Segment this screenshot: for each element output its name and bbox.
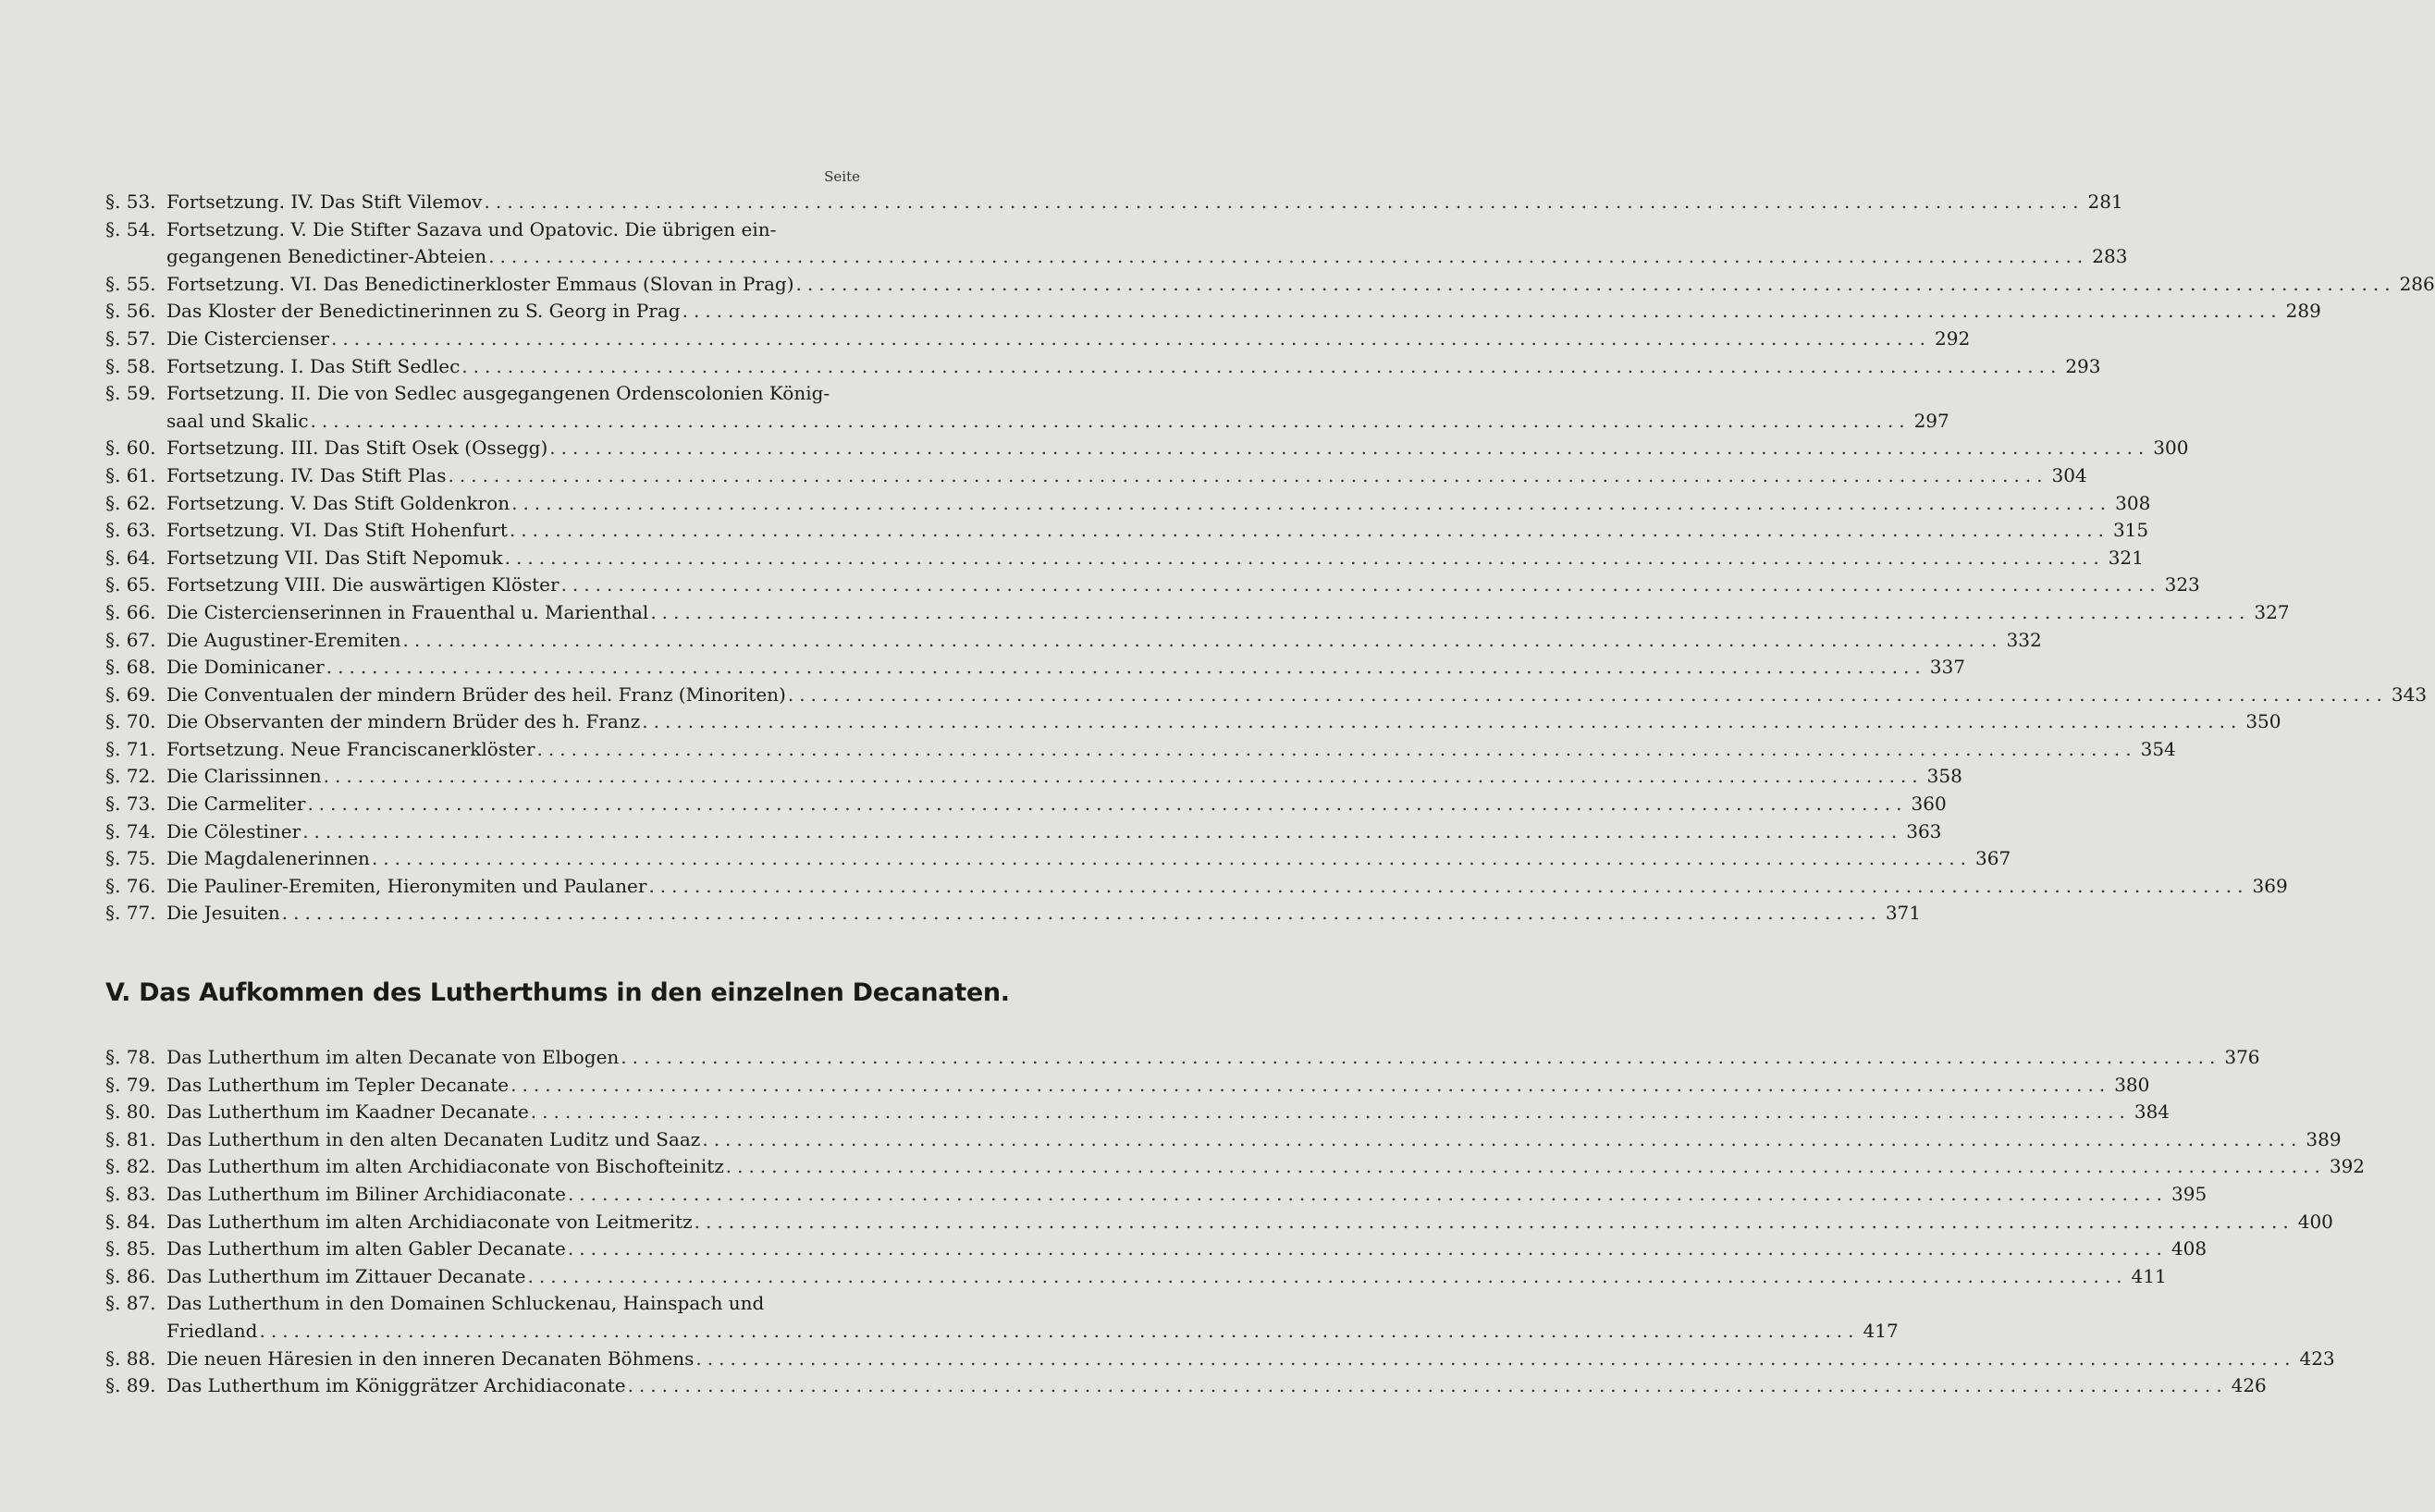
- entry-text: [166, 380, 1949, 435]
- dot-leader: ............................................................................................................................................: [509, 519, 2109, 542]
- dot-leader: ............................................................................................................................................: [795, 272, 2396, 295]
- toc-entry: [105, 1072, 2150, 1100]
- entry-title-line: [166, 708, 2281, 736]
- entry-text: [166, 1209, 2333, 1236]
- entry-title-line: [166, 353, 2101, 381]
- section-number: §. 69.: [105, 682, 156, 706]
- entry-title: Die Cölestiner: [166, 819, 301, 842]
- page-number: 289: [2285, 300, 2321, 323]
- entry-title: Die Cistercienserinnen in Frauenthal u. Marienthal: [166, 600, 649, 623]
- page-number: 367: [1975, 847, 2011, 870]
- entry-title-line: [166, 243, 2128, 271]
- page-number: 354: [2140, 737, 2176, 760]
- toc-entry: [105, 1209, 2333, 1236]
- toc-entry: [105, 298, 2321, 326]
- entry-text: [166, 1099, 2171, 1126]
- section-number: §. 76.: [105, 874, 156, 897]
- toc-list-part-v: [105, 1044, 2366, 1400]
- section-number: §. 70.: [105, 710, 156, 733]
- dot-leader: ............................................................................................................................................: [527, 1264, 2128, 1287]
- page-number: 350: [2245, 710, 2281, 733]
- entry-title: Die Conventualen der mindern Brüder des heil. Franz (Minoriten): [166, 682, 786, 706]
- entry-title-line: [166, 1044, 2260, 1072]
- entry-text: [166, 900, 1922, 928]
- entry-title: Die Pauliner-Eremiten, Hieronymiten und Paulaner: [166, 874, 647, 897]
- entry-text: [166, 189, 2123, 216]
- entry-title-line: [166, 545, 2144, 572]
- toc-entry: [105, 462, 2087, 490]
- section-number: §. 80.: [105, 1100, 156, 1124]
- toc-entry: [105, 216, 2128, 271]
- dot-leader: ............................................................................................................................................: [281, 902, 1882, 925]
- entry-title: Das Lutherthum im Tepler Decanate: [166, 1073, 510, 1096]
- toc-entry: [105, 791, 1947, 818]
- section-number: §. 68.: [105, 656, 156, 679]
- entry-title-line: [166, 1153, 2366, 1181]
- page-number: 323: [2164, 573, 2200, 596]
- entry-text: [166, 708, 2281, 736]
- dot-leader: ............................................................................................................................................: [402, 628, 2003, 651]
- section-number: §. 89.: [105, 1374, 156, 1397]
- page-number: 283: [2092, 245, 2128, 268]
- page-number: 358: [1926, 765, 1962, 788]
- dot-leader: ............................................................................................................................................: [323, 765, 1924, 788]
- section-number: §. 77.: [105, 902, 156, 925]
- entry-title-line: [166, 873, 2288, 901]
- entry-title: Das Lutherthum im alten Archidiaconate von Bischofteinitz: [166, 1155, 724, 1178]
- section-number: §. 86.: [105, 1264, 156, 1287]
- page-number: 423: [2299, 1346, 2335, 1370]
- toc-entry: [105, 654, 1965, 682]
- section-number: §. 85.: [105, 1237, 156, 1260]
- toc-entry: [105, 490, 2151, 518]
- dot-leader: ............................................................................................................................................: [567, 1237, 2168, 1260]
- toc-entry: [105, 326, 1971, 353]
- entry-text: [166, 353, 2101, 381]
- entry-title-line: [166, 408, 1949, 436]
- dot-leader: ............................................................................................................................................: [682, 300, 2282, 323]
- entry-text: [166, 627, 2042, 655]
- page-number: 332: [2006, 628, 2042, 651]
- entry-title-line: [166, 1072, 2150, 1100]
- dot-leader: ............................................................................................................................................: [627, 1374, 2228, 1397]
- entry-title-line: [166, 627, 2042, 655]
- dot-leader: ............................................................................................................................................: [549, 436, 2150, 460]
- dot-leader: ............................................................................................................................................: [461, 354, 2062, 377]
- section-heading: V. Das Aufkommen des Lutherthums in den einzelnen Decanaten.: [105, 978, 1010, 1007]
- entry-text: [166, 1044, 2260, 1072]
- entry-title: Die Carmeliter: [166, 793, 306, 816]
- entry-title-line: [166, 517, 2149, 545]
- section-number: §. 65.: [105, 573, 156, 596]
- dot-leader: ............................................................................................................................................: [787, 682, 2388, 706]
- entry-title: Fortsetzung. III. Das Stift Osek (Ossegg): [166, 436, 548, 460]
- entry-text: [166, 1126, 2342, 1154]
- toc-entry: [105, 873, 2288, 901]
- entry-title-line: [166, 326, 1971, 353]
- section-number: §. 71.: [105, 737, 156, 760]
- entry-title-line: [166, 1235, 2207, 1263]
- entry-title: Fortsetzung. Neue Franciscanerklöster: [166, 737, 535, 760]
- entry-title-line: [166, 462, 2087, 490]
- section-number: §. 62.: [105, 491, 156, 514]
- toc-entry: [105, 1044, 2260, 1072]
- entry-title-line: [166, 1263, 2167, 1291]
- page-number: 400: [2297, 1210, 2333, 1233]
- entry-title-line: [166, 682, 2428, 709]
- section-number: §. 53.: [105, 191, 156, 213]
- toc-entry: [105, 708, 2281, 736]
- dot-leader: ............................................................................................................................................: [695, 1346, 2296, 1370]
- page-number: 426: [2231, 1374, 2267, 1397]
- dot-leader: ............................................................................................................................................: [371, 847, 1972, 870]
- page-number: 337: [1929, 656, 1965, 679]
- section-number: §. 63.: [105, 519, 156, 542]
- entry-text: [166, 1153, 2366, 1181]
- entry-title: Die Cistercienser: [166, 326, 329, 350]
- entry-title: Fortsetzung. I. Das Stift Sedlec: [166, 354, 461, 377]
- entry-title: Das Kloster der Benedictinerinnen zu S. Georg in Prag: [166, 300, 681, 323]
- entry-title-line: [166, 1099, 2171, 1126]
- entry-text: [166, 545, 2144, 572]
- dot-leader: ............................................................................................................................................: [302, 819, 1903, 842]
- dot-leader: ............................................................................................................................................: [488, 245, 2089, 268]
- entry-text: [166, 490, 2151, 518]
- section-number: §. 55.: [105, 272, 156, 295]
- section-number: §. 73.: [105, 793, 156, 816]
- entry-title: Das Lutherthum im alten Gabler Decanate: [166, 1237, 566, 1260]
- entry-line: Fortsetzung. II. Die von Sedlec ausgegangenen Ordenscolonien König-: [166, 382, 830, 405]
- entry-title-line: [166, 1346, 2335, 1373]
- toc-entry: [105, 189, 2123, 216]
- page-column-label: Seite: [824, 168, 860, 185]
- page-number: 392: [2329, 1155, 2366, 1178]
- entry-text: [166, 763, 1962, 791]
- toc-entry: [105, 818, 1942, 846]
- entry-text: [166, 873, 2288, 901]
- entry-title: saal und Skalic: [166, 409, 309, 432]
- section-number: §. 82.: [105, 1155, 156, 1178]
- toc-entry: [105, 845, 2011, 873]
- toc-entry: [105, 627, 2042, 655]
- section-number: §. 87.: [105, 1292, 156, 1315]
- toc-entry: [105, 1290, 1899, 1345]
- page-number: 417: [1863, 1319, 1899, 1342]
- dot-leader: ............................................................................................................................................: [331, 326, 1932, 350]
- entry-title-line: [166, 736, 2176, 764]
- entry-text: [166, 271, 2435, 299]
- page-number: 315: [2112, 519, 2149, 542]
- entry-title-line: [166, 900, 1922, 928]
- dot-leader: ............................................................................................................................................: [326, 656, 1926, 679]
- entry-text: [166, 1181, 2207, 1209]
- page-number: 308: [2115, 491, 2151, 514]
- page-number: 411: [2131, 1264, 2167, 1287]
- entry-title: Fortsetzung. IV. Das Stift Plas: [166, 463, 447, 486]
- dot-leader: ............................................................................................................................................: [259, 1319, 1860, 1342]
- entry-title: Fortsetzung. VI. Das Stift Hohenfurt: [166, 519, 508, 542]
- entry-title: Die Clarissinnen: [166, 765, 322, 788]
- section-number: §. 60.: [105, 436, 156, 460]
- entry-text: [166, 845, 2011, 873]
- page-number: 321: [2108, 546, 2144, 569]
- toc-entry: [105, 353, 2101, 381]
- page-number: 380: [2114, 1073, 2150, 1096]
- entry-title-line: [166, 271, 2435, 299]
- entry-text: [166, 1263, 2167, 1291]
- toc-entry: [105, 599, 2290, 627]
- entry-title: Das Lutherthum im Biliner Archidiaconate: [166, 1182, 566, 1205]
- entry-text: [166, 1235, 2207, 1263]
- entry-text: [166, 1346, 2335, 1373]
- section-number: §. 57.: [105, 326, 156, 350]
- entry-title: Das Lutherthum in den alten Decanaten Luditz und Saaz: [166, 1127, 701, 1150]
- entry-title: Das Lutherthum im Kaadner Decanate: [166, 1100, 529, 1124]
- entry-title-line: [166, 763, 1962, 791]
- page-number: 300: [2153, 436, 2189, 460]
- entry-text: [166, 326, 1971, 353]
- entry-title: Die Dominicaner: [166, 656, 325, 679]
- entry-text: [166, 462, 2087, 490]
- toc-entry: [105, 736, 2176, 764]
- dot-leader: ............................................................................................................................................: [650, 600, 2251, 623]
- dot-leader: ............................................................................................................................................: [504, 546, 2105, 569]
- dot-leader: ............................................................................................................................................: [621, 1046, 2221, 1068]
- entry-title-line: [166, 490, 2151, 518]
- entry-title: Friedland: [166, 1319, 258, 1342]
- page-number: 384: [2134, 1100, 2171, 1124]
- dot-leader: ............................................................................................................................................: [702, 1127, 2303, 1150]
- entry-text: [166, 435, 2189, 462]
- section-number: §. 72.: [105, 765, 156, 788]
- entry-text: [166, 216, 2128, 271]
- section-number: §. 79.: [105, 1073, 156, 1096]
- toc-entry: [105, 1153, 2366, 1181]
- section-number: §. 88.: [105, 1346, 156, 1370]
- entry-line: Fortsetzung. V. Die Stifter Sazava und Opatovic. Die übrigen ein-: [166, 217, 777, 240]
- section-number: §. 59.: [105, 382, 156, 405]
- entry-title-line: [166, 818, 1942, 846]
- entry-text: [166, 1290, 1899, 1345]
- page-number: 297: [1913, 409, 1949, 432]
- toc-entry: [105, 1099, 2171, 1126]
- entry-text: [166, 572, 2200, 599]
- dot-leader: ............................................................................................................................................: [567, 1182, 2168, 1205]
- entry-title: Die Observanten der mindern Brüder des h. Franz: [166, 710, 641, 733]
- toc-entry: [105, 1263, 2167, 1291]
- page-number: 343: [2391, 682, 2428, 706]
- section-number: §. 64.: [105, 546, 156, 569]
- entry-text: [166, 791, 1947, 818]
- entry-text: [166, 736, 2176, 764]
- section-number: §. 84.: [105, 1210, 156, 1233]
- section-number: §. 83.: [105, 1182, 156, 1205]
- entry-title: Die Augustiner-Eremiten: [166, 628, 401, 651]
- section-number: §. 66.: [105, 600, 156, 623]
- section-number: §. 67.: [105, 628, 156, 651]
- section-number: §. 78.: [105, 1046, 156, 1068]
- toc-entry: [105, 682, 2428, 709]
- dot-leader: ............................................................................................................................................: [648, 874, 2249, 897]
- entry-title-line: [166, 572, 2200, 599]
- page-number: 369: [2252, 874, 2288, 897]
- entry-title-line: [166, 791, 1947, 818]
- page-number: 389: [2306, 1127, 2342, 1150]
- page-number: 376: [2224, 1046, 2260, 1068]
- entry-title-line: [166, 599, 2290, 627]
- dot-leader: ............................................................................................................................................: [307, 793, 1908, 816]
- entry-text: [166, 682, 2428, 709]
- toc-entry: [105, 271, 2435, 299]
- entry-text: [166, 1072, 2150, 1100]
- section-number: §. 54.: [105, 217, 156, 240]
- dot-leader: ............................................................................................................................................: [530, 1100, 2131, 1124]
- toc-entry: [105, 380, 1949, 435]
- section-number: §. 81.: [105, 1127, 156, 1150]
- dot-leader: ............................................................................................................................................: [642, 710, 2243, 733]
- entry-title-line: [166, 435, 2189, 462]
- entry-title-line: [166, 1126, 2342, 1154]
- section-number: §. 58.: [105, 354, 156, 377]
- toc-entry: [105, 763, 1962, 791]
- page-number: 304: [2051, 463, 2087, 486]
- page-number: 363: [1906, 819, 1942, 842]
- entry-title: Das Lutherthum im Königgrätzer Archidiaconate: [166, 1374, 626, 1397]
- toc-entry: [105, 1346, 2335, 1373]
- toc-entry: [105, 1235, 2207, 1263]
- page-number: 360: [1911, 793, 1947, 816]
- dot-leader: ............................................................................................................................................: [694, 1210, 2294, 1233]
- entry-line: Das Lutherthum in den Domainen Schluckenau, Hainspach und: [166, 1292, 765, 1315]
- entry-title: Fortsetzung. IV. Das Stift Vilemov: [166, 191, 483, 213]
- dot-leader: ............................................................................................................................................: [484, 191, 2085, 213]
- entry-title-line: [166, 1209, 2333, 1236]
- entry-title-line: [166, 298, 2321, 326]
- page-number: 293: [2065, 354, 2101, 377]
- entry-title: Fortsetzung. V. Das Stift Goldenkron: [166, 491, 510, 514]
- dot-leader: ............................................................................................................................................: [310, 409, 1911, 432]
- entry-title: Die Magdalenerinnen: [166, 847, 370, 870]
- section-number: §. 56.: [105, 300, 156, 323]
- dot-leader: ............................................................................................................................................: [536, 737, 2137, 760]
- toc-entry: [105, 1181, 2207, 1209]
- page-number: 371: [1885, 902, 1922, 925]
- page-number: 327: [2254, 600, 2290, 623]
- toc-entry: [105, 1372, 2267, 1400]
- page-number: 281: [2087, 191, 2123, 213]
- entry-text: [166, 298, 2321, 326]
- entry-title: Die Jesuiten: [166, 902, 280, 925]
- entry-title: Die neuen Häresien in den inneren Decanaten Böhmens: [166, 1346, 695, 1370]
- section-number: §. 74.: [105, 819, 156, 842]
- dot-leader: ............................................................................................................................................: [725, 1155, 2326, 1178]
- toc-entry: [105, 545, 2144, 572]
- section-number: §. 75.: [105, 847, 156, 870]
- dot-leader: ............................................................................................................................................: [560, 573, 2161, 596]
- entry-title: Fortsetzung VIII. Die auswärtigen Klöster: [166, 573, 560, 596]
- entry-title-line: [166, 845, 2011, 873]
- page-number: 408: [2171, 1237, 2207, 1260]
- toc-entry: [105, 435, 2189, 462]
- toc-entry: [105, 572, 2200, 599]
- page-number: 292: [1935, 326, 1971, 350]
- entry-title-line: [166, 189, 2123, 216]
- toc-entry: [105, 517, 2149, 545]
- entry-title-line: [166, 1181, 2207, 1209]
- page-number: 395: [2171, 1182, 2207, 1205]
- entry-title: Fortsetzung VII. Das Stift Nepomuk: [166, 546, 503, 569]
- entry-title: Das Lutherthum im alten Decanate von Elbogen: [166, 1046, 620, 1068]
- entry-text: [166, 654, 1965, 682]
- entry-text: [166, 1372, 2267, 1400]
- section-number: §. 61.: [105, 463, 156, 486]
- entry-title-line: [166, 1318, 1899, 1346]
- toc-entry: [105, 1126, 2342, 1154]
- dot-leader: ............................................................................................................................................: [510, 1073, 2111, 1096]
- entry-text: [166, 599, 2290, 627]
- toc-list-part-iv: [105, 189, 2435, 928]
- entry-title: Das Lutherthum im Zittauer Decanate: [166, 1264, 526, 1287]
- dot-leader: ............................................................................................................................................: [448, 463, 2048, 486]
- entry-title-line: [166, 1372, 2267, 1400]
- toc-entry: [105, 900, 1922, 928]
- dot-leader: ............................................................................................................................................: [511, 491, 2112, 514]
- entry-title: Das Lutherthum im alten Archidiaconate von Leitmeritz: [166, 1210, 693, 1233]
- entry-title: Fortsetzung. VI. Das Benedictinerkloster Emmaus (Slovan in Prag): [166, 272, 794, 295]
- entry-title-line: [166, 654, 1965, 682]
- entry-text: [166, 517, 2149, 545]
- page-number: 286: [2399, 272, 2435, 295]
- entry-title: gegangenen Benedictiner-Abteien: [166, 245, 487, 268]
- entry-text: [166, 818, 1942, 846]
